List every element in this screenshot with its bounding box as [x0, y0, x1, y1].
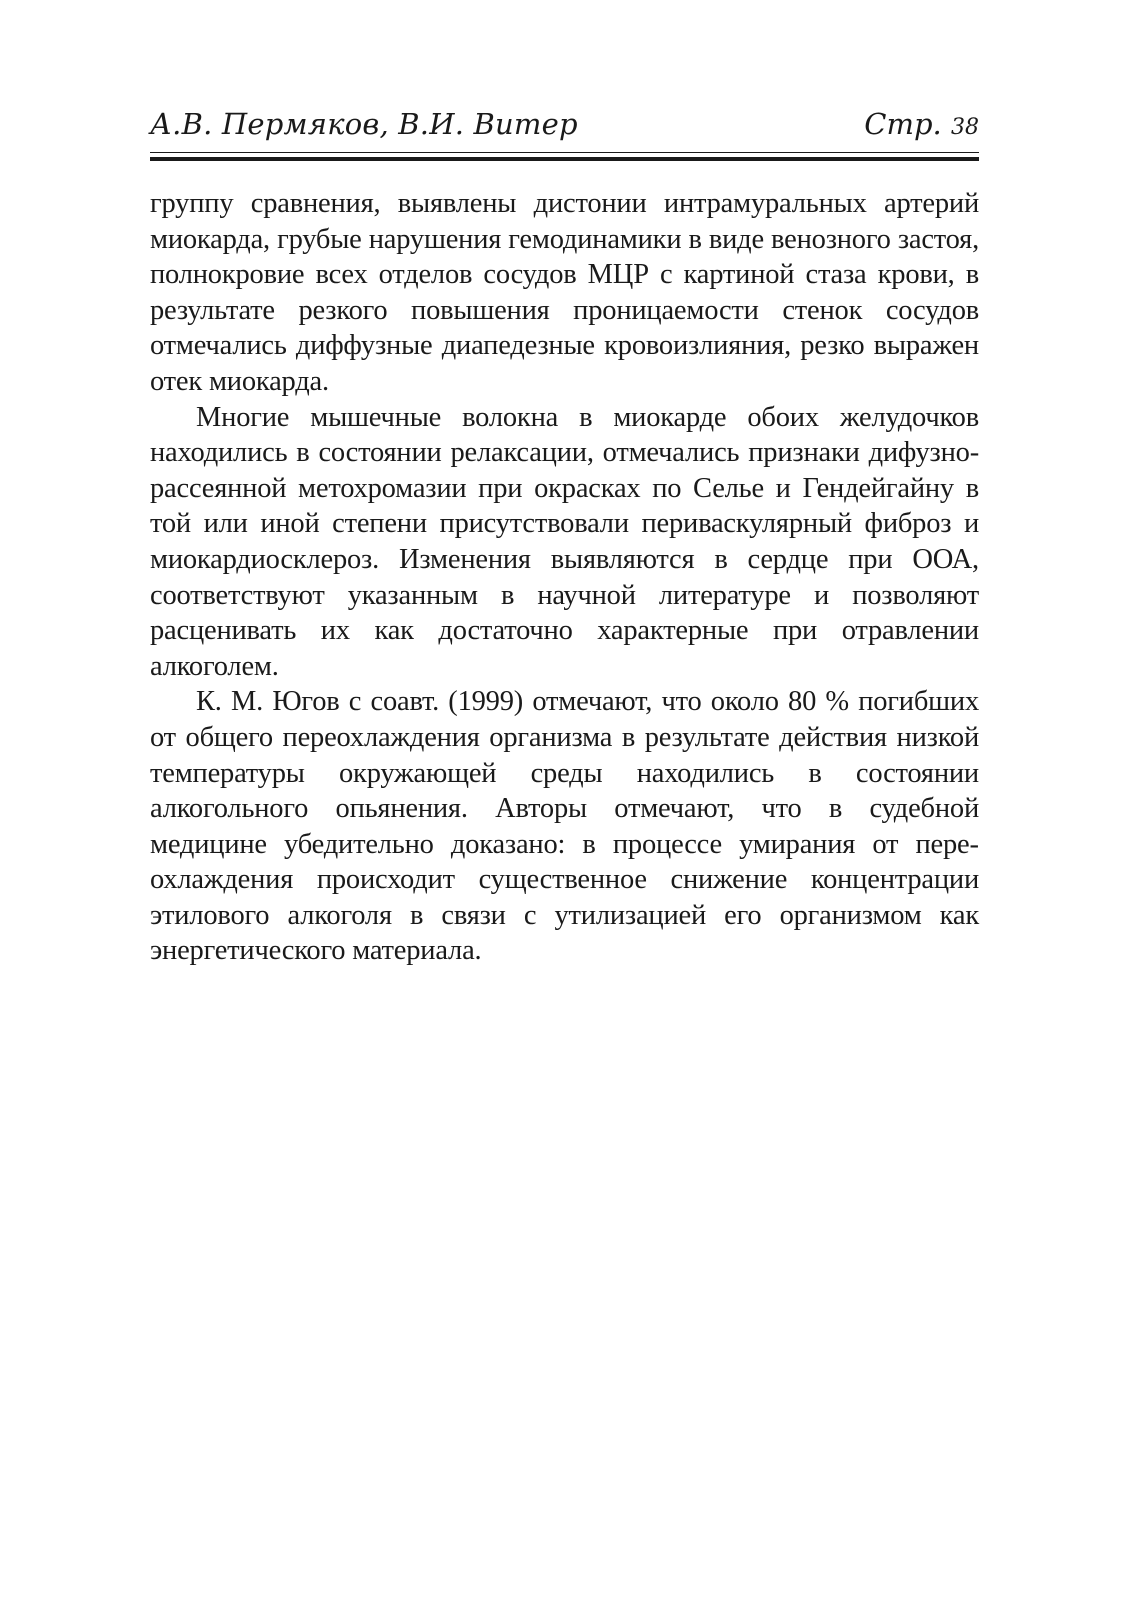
running-header [150, 104, 979, 144]
header-authors: А.В. Пермяков, В.И. Витер [150, 107, 578, 141]
header-rule-thin [150, 152, 979, 153]
body-text [150, 186, 979, 969]
paragraph-3: К. М. Югов с соавт. (1999) отмечают, что около 80 % погибших от общего переохлаждения организма в результате действия низкой температуры окружающей среды находились в состоянии алкогольного опьянения. Авторы отмечают, что в судебной медицине убедительно доказано: в процессе умирания от переохлаждения происходит существенное снижение концентрации этилового алкоголя в связи с утилизацией его организмом как энергетического материала. [150, 686, 979, 967]
paragraph-1: группу сравнения, выявлены дистонии интрамуральных артерий миокарда, грубые нарушения гемодинамики в виде венозного застоя, полнокровие всех отделов сосудов МЦР с картиной стаза крови, в результате резкого повышения проницаемости стенок сосудов отмечались диффузные диапедезные кровоизлияния, резко выражен отек миокарда. [150, 188, 979, 397]
paragraph-2: Многие мышечные волокна в миокарде обоих желудочков находились в состоянии релаксации, отмечались признаки дифузно-рассеянной метохромазии при окрасках по Селье и Гендейгайну в той или иной степени присутствовали периваскулярный фиброз и миокардиосклероз. Изменения выявляются в сердце при ООА, соответствуют указанным в научной литературе и позволяют расценивать их как достаточно характерные при отравлении алкоголем. [150, 401, 979, 682]
header-page-label [864, 104, 979, 148]
page-number: 38 [951, 115, 979, 140]
header-page-prefix: Стр. [864, 107, 942, 141]
header-rule-thick [150, 157, 979, 161]
